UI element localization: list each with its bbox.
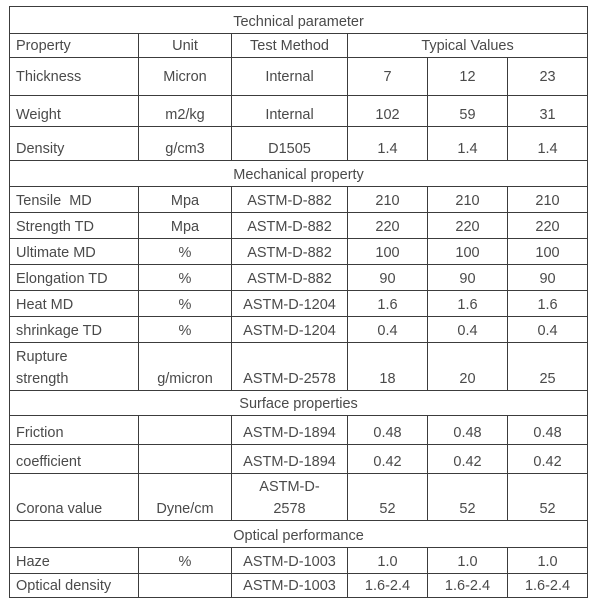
property-cell: coefficient [10, 445, 139, 474]
value-cell: 1.6 [428, 291, 508, 317]
unit-cell: % [139, 548, 232, 574]
property-line-1: Rupture [16, 349, 68, 365]
value-cell: 20 [428, 343, 508, 391]
unit-cell: % [139, 317, 232, 343]
section-row [10, 391, 588, 416]
property-cell: Haze [10, 548, 139, 574]
property-cell: Thickness [10, 58, 139, 96]
value-cell: 25 [508, 343, 588, 391]
section-title-optical: Optical performance [10, 521, 588, 548]
method-cell: ASTM-D-882 [232, 239, 348, 265]
value-cell: 1.6 [348, 291, 428, 317]
method-cell: ASTM-D-882 [232, 213, 348, 239]
value-cell: 23 [508, 58, 588, 96]
value-cell: 31 [508, 96, 588, 127]
value-cell: 52 [428, 474, 508, 521]
table-row [10, 265, 588, 291]
value-cell: 90 [428, 265, 508, 291]
method-cell: ASTM-D-2578 [232, 343, 348, 391]
technical-parameter-table [9, 6, 588, 598]
value-cell: 0.42 [428, 445, 508, 474]
header-property: Property [10, 34, 139, 58]
unit-cell: Mpa [139, 213, 232, 239]
section-row [10, 521, 588, 548]
value-cell: 0.42 [508, 445, 588, 474]
property-cell: Optical density [10, 574, 139, 598]
unit-cell: % [139, 265, 232, 291]
method-cell: ASTM-D-882 [232, 187, 348, 213]
property-cell: Elongation TD [10, 265, 139, 291]
table-row [10, 213, 588, 239]
header-test-method: Test Method [232, 34, 348, 58]
value-cell: 0.4 [428, 317, 508, 343]
method-cell: ASTM-D-1894 [232, 445, 348, 474]
value-cell: 1.0 [508, 548, 588, 574]
property-cell: shrinkage TD [10, 317, 139, 343]
table-row [10, 548, 588, 574]
value-cell: 220 [428, 213, 508, 239]
value-cell: 220 [508, 213, 588, 239]
value-cell: 52 [348, 474, 428, 521]
section-title-mechanical: Mechanical property [10, 161, 588, 187]
value-cell: 0.42 [348, 445, 428, 474]
unit-cell: % [139, 239, 232, 265]
value-cell: 18 [348, 343, 428, 391]
value-cell: 1.4 [428, 127, 508, 161]
property-cell: Weight [10, 96, 139, 127]
value-cell: 1.4 [508, 127, 588, 161]
value-cell: 12 [428, 58, 508, 96]
method-cell [232, 474, 348, 521]
table-row [10, 187, 588, 213]
unit-cell: m2/kg [139, 96, 232, 127]
method-line-2: 2578 [273, 501, 306, 517]
value-cell: 210 [348, 187, 428, 213]
property-cell: Ultimate MD [10, 239, 139, 265]
property-cell: Tensile MD [10, 187, 139, 213]
table-title-row [10, 7, 588, 34]
unit-cell: g/micron [139, 343, 232, 391]
method-cell: ASTM-D-1894 [232, 416, 348, 445]
method-line-1: ASTM-D- [259, 479, 320, 495]
property-cell: Strength TD [10, 213, 139, 239]
property-cell: Density [10, 127, 139, 161]
unit-cell: Micron [139, 58, 232, 96]
unit-cell [139, 445, 232, 474]
unit-cell: % [139, 291, 232, 317]
property-line-2: strength [16, 371, 69, 387]
table-row [10, 343, 588, 391]
unit-cell: Dyne/cm [139, 474, 232, 521]
value-cell: 90 [508, 265, 588, 291]
property-cell: Corona value [10, 474, 139, 521]
value-cell: 0.48 [348, 416, 428, 445]
value-cell: 1.6-2.4 [348, 574, 428, 598]
value-cell: 210 [508, 187, 588, 213]
method-cell: ASTM-D-1003 [232, 574, 348, 598]
unit-cell [139, 416, 232, 445]
table-title: Technical parameter [10, 7, 588, 34]
property-cell: Friction [10, 416, 139, 445]
value-cell: 0.48 [428, 416, 508, 445]
table-row [10, 96, 588, 127]
value-cell: 102 [348, 96, 428, 127]
value-cell: 100 [508, 239, 588, 265]
table-row [10, 574, 588, 598]
value-cell: 1.6-2.4 [508, 574, 588, 598]
table-row [10, 58, 588, 96]
header-typical-values: Typical Values [348, 34, 588, 58]
value-cell: 100 [348, 239, 428, 265]
table-row [10, 445, 588, 474]
value-cell: 1.0 [428, 548, 508, 574]
value-cell: 1.4 [348, 127, 428, 161]
value-cell: 1.6-2.4 [428, 574, 508, 598]
value-cell: 0.4 [348, 317, 428, 343]
unit-cell: g/cm3 [139, 127, 232, 161]
value-cell: 59 [428, 96, 508, 127]
table-row [10, 291, 588, 317]
value-cell: 90 [348, 265, 428, 291]
value-cell: 100 [428, 239, 508, 265]
section-row [10, 161, 588, 187]
value-cell: 0.4 [508, 317, 588, 343]
table-row [10, 127, 588, 161]
header-unit: Unit [139, 34, 232, 58]
method-cell: Internal [232, 58, 348, 96]
value-cell: 52 [508, 474, 588, 521]
method-cell: ASTM-D-1204 [232, 317, 348, 343]
method-cell: ASTM-D-882 [232, 265, 348, 291]
table-row [10, 474, 588, 521]
header-row [10, 34, 588, 58]
property-cell: Heat MD [10, 291, 139, 317]
method-cell: ASTM-D-1204 [232, 291, 348, 317]
unit-cell [139, 574, 232, 598]
unit-cell: Mpa [139, 187, 232, 213]
value-cell: 210 [428, 187, 508, 213]
section-title-surface: Surface properties [10, 391, 588, 416]
value-cell: 220 [348, 213, 428, 239]
table-row [10, 416, 588, 445]
method-cell: Internal [232, 96, 348, 127]
value-cell: 0.48 [508, 416, 588, 445]
value-cell: 7 [348, 58, 428, 96]
value-cell: 1.0 [348, 548, 428, 574]
method-cell: D1505 [232, 127, 348, 161]
value-cell: 1.6 [508, 291, 588, 317]
table-row [10, 317, 588, 343]
method-cell: ASTM-D-1003 [232, 548, 348, 574]
property-cell [10, 343, 139, 391]
table-row [10, 239, 588, 265]
